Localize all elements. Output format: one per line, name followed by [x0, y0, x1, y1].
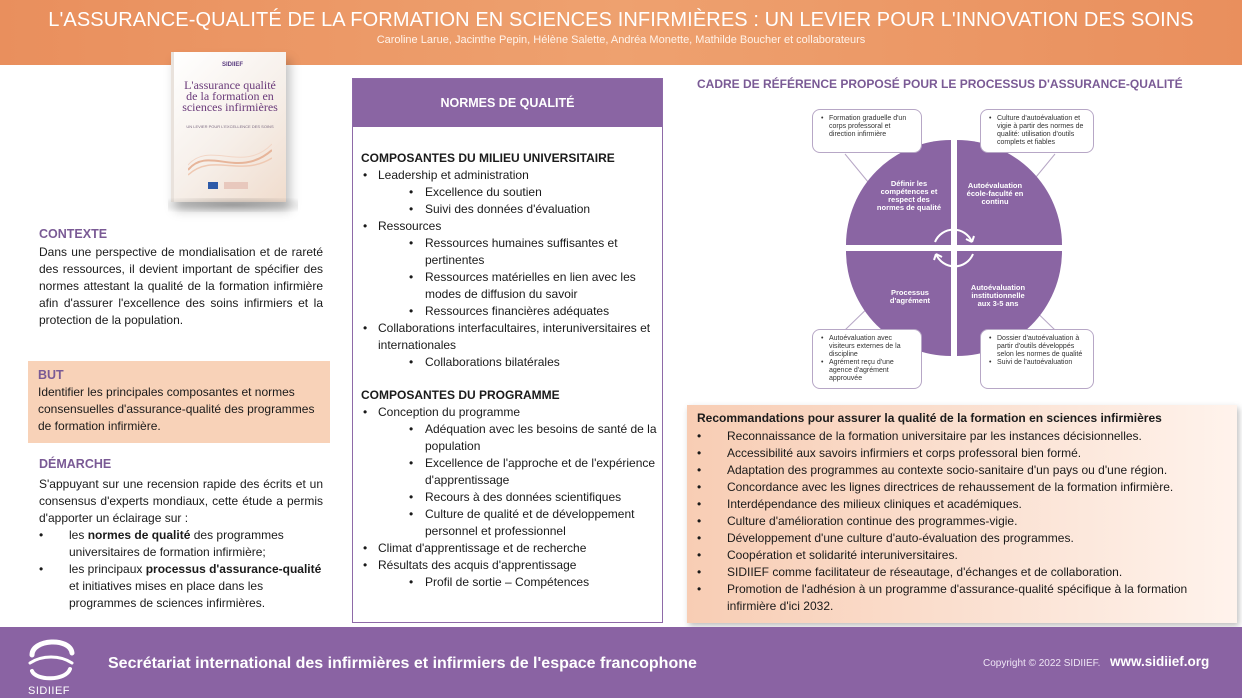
but-text: Identifier les principales composantes et normes consensuelles d'assurance-qualité des programmes de formation infirmière. [38, 385, 315, 433]
list-item [697, 530, 1227, 547]
sub-list-item [361, 455, 661, 489]
list-item-text: Recours à des données scientifiques [425, 490, 622, 504]
note-top-left [812, 109, 922, 153]
book-shadow [168, 198, 298, 212]
book-cover-image [171, 52, 286, 202]
list-item [361, 557, 661, 574]
logo-text: SIDIIEF [28, 685, 71, 697]
note-bottom-left [812, 329, 922, 389]
sub-list-item [361, 235, 661, 269]
recommandations-title: Recommandations pour assurer la qualité de la formation en sciences infirmières [697, 411, 1162, 425]
quadrant-label-tr: Autoévaluation école-faculté en continu [966, 181, 1024, 206]
list-item [697, 445, 1227, 462]
book-logo: SIDIIEF [222, 62, 244, 68]
bullet: • [989, 335, 992, 342]
list-item [697, 581, 1227, 615]
cycle-arrows-icon [934, 230, 974, 267]
list-item-text: SIDIIEF comme facilitateur de réseautage, d'échanges et de collaboration. [727, 565, 1123, 579]
bullet: • [363, 405, 368, 419]
list-item-text: les [69, 528, 88, 542]
list-item-text: les principaux [69, 562, 146, 576]
list-item [697, 428, 1227, 445]
list-item-text: des programmes universitaires de formation infirmière; [69, 528, 284, 559]
list-item [697, 547, 1227, 564]
list-item-text: Ressources financières adéquates [425, 304, 610, 318]
footer-organization: Secrétariat international des infirmières et infirmiers de l'espace francophone [108, 655, 697, 672]
bullet: • [697, 531, 702, 545]
list-item-text: Développement d'une culture d'auto-évaluation des programmes. [727, 531, 1074, 545]
list-item [361, 320, 661, 354]
note-text: Formation graduelle d'un corps professoral et direction infirmière [829, 115, 907, 138]
list-item [697, 564, 1227, 581]
bullet: • [697, 429, 702, 443]
footer [0, 627, 1242, 698]
book-title: L'assurance qualité de la formation en sciences infirmières [182, 78, 278, 114]
note-text: Suivi de l'autoévaluation [997, 359, 1073, 366]
list-item [39, 527, 329, 561]
cadre-title: CADRE DE RÉFÉRENCE PROPOSÉ POUR LE PROCESSUS D'ASSURANCE-QUALITÉ [697, 77, 1183, 91]
book-swoosh-decoration [188, 140, 272, 180]
list-item-text: Excellence du soutien [425, 185, 542, 199]
list-item [697, 462, 1227, 479]
poster-title: L'ASSURANCE-QUALITÉ DE LA FORMATION EN SCIENCES INFIRMIÈRES : UN LEVIER POUR L'INNOVATION DES SOINS [48, 9, 1194, 31]
sub-list-item [361, 489, 661, 506]
list-item-text: Ressources [378, 219, 442, 233]
list-item-bold: processus d'assurance-qualité [145, 562, 322, 576]
bullet: • [821, 115, 824, 122]
note-text: Agrément reçu d'une agence d'agrément approuvée [829, 359, 894, 382]
list-item [989, 335, 1085, 359]
list-item-text: Interdépendance des milieux cliniques et académiques. [727, 497, 1022, 511]
bullet: • [409, 236, 414, 250]
list-item [821, 359, 913, 383]
bullet: • [363, 321, 368, 335]
bullet: • [409, 270, 414, 284]
footer-copyright: Copyright © 2022 SIDIIEF. [983, 658, 1101, 669]
quadrant-label-tl: Définir les compétences et respect des normes de qualité [876, 179, 942, 212]
bullet: • [409, 490, 414, 504]
list-item-text: Leadership et administration [378, 168, 529, 182]
list-item [821, 115, 913, 139]
list-item-text: Profil de sortie – Compétences [425, 575, 590, 589]
sub-list-item [361, 506, 661, 540]
demarche-text: S'appuyant sur une recension rapide des écrits et un consensus d'experts mondiaux, cette étude a permis d'apporter un éclairage sur : [39, 477, 323, 525]
list-item [361, 218, 661, 235]
list-item-text: Résultats des acquis d'apprentissage [378, 558, 577, 572]
bullet: • [409, 507, 414, 521]
bullet: • [363, 558, 368, 572]
sub-list-item [361, 354, 661, 371]
note-bottom-right [980, 329, 1094, 389]
note-text: Dossier d'autoévaluation à partir d'outils développés selon les normes de qualité [997, 335, 1083, 358]
list-item [821, 335, 913, 359]
footer-website-link[interactable]: www.sidiief.org [1110, 654, 1210, 669]
note-text: Autoévaluation avec visiteurs externes de la discipline [829, 335, 901, 358]
normes-panel [352, 78, 663, 623]
list-item [361, 540, 661, 557]
list-item-text: Culture de qualité et de développement personnel et professionnel [425, 507, 635, 538]
list-item-text: Ressources matérielles en lien avec les modes de diffusion du savoir [425, 270, 636, 301]
list-item-text: Accessibilité aux savoirs infirmiers et corps professoral bien formé. [727, 446, 1082, 460]
bullet: • [409, 304, 414, 318]
list-item-text: Promotion de l'adhésion à un programme d'assurance-qualité spécifique à la formation infirmière d'ici 2032. [727, 582, 1188, 613]
list-item [697, 496, 1227, 513]
bullet: • [409, 422, 414, 436]
note-text: Culture d'autoévaluation et vigie à partir des normes de qualité: utilisation d'outils complets et fiables [997, 115, 1084, 146]
demarche-title: DÉMARCHE [39, 457, 112, 471]
bullet: • [409, 185, 414, 199]
list-item-text: Suivi des données d'évaluation [425, 202, 591, 216]
contexte-title: CONTEXTE [39, 227, 108, 241]
normes-body [361, 150, 661, 591]
recommandations-list [697, 428, 1227, 615]
note-top-right [980, 109, 1094, 153]
bullet: • [409, 202, 414, 216]
bullet: • [697, 582, 702, 596]
bullet: • [697, 446, 702, 460]
sidiief-logo [22, 633, 80, 697]
bullet: • [697, 463, 702, 477]
list-item-text: Adéquation avec les besoins de santé de la population [425, 422, 657, 453]
bullet: • [697, 514, 702, 528]
list-item-text: et initiatives mises en place dans les programmes de sciences infirmières. [69, 579, 266, 610]
bullet: • [697, 548, 702, 562]
list-item-text: Excellence de l'approche et de l'expérience d'apprentissage [425, 456, 656, 487]
list-item-text: Reconnaissance de la formation universitaire par les instances décisionnelles. [727, 429, 1142, 443]
bullet: • [697, 480, 702, 494]
book-partner-logo [224, 182, 248, 189]
list-item-text: Adaptation des programmes au contexte socio-sanitaire d'un pays ou d'une région. [727, 463, 1168, 477]
list-item-text: Concordance avec les lignes directrices de rehaussement de la formation infirmière. [727, 480, 1174, 494]
bullet: • [821, 359, 824, 366]
list-item [697, 479, 1227, 496]
list-item [989, 115, 1085, 147]
bullet: • [821, 335, 824, 342]
bullet: • [39, 562, 44, 576]
sub-list-item [361, 201, 661, 218]
bullet: • [363, 168, 368, 182]
list-item [697, 513, 1227, 530]
recommandations-box [687, 405, 1237, 623]
normes-title: NORMES DE QUALITÉ [353, 79, 662, 127]
but-box [28, 361, 330, 443]
list-item-text: Culture d'amélioration continue des programmes-vigie. [727, 514, 1018, 528]
bullet: • [363, 541, 368, 555]
sub-list-item [361, 421, 661, 455]
list-item-text: Coopération et solidarité interuniversitaires. [727, 548, 958, 562]
sub-list-item [361, 574, 661, 591]
sub-list-item [361, 269, 661, 303]
list-item-text: Conception du programme [378, 405, 521, 419]
sidiief-logo-icon [22, 633, 80, 685]
quadrant-label-br: Autoévaluation institutionnelle aux 3-5 ans [970, 283, 1026, 308]
bullet: • [39, 528, 44, 542]
list-item [361, 167, 661, 184]
contexte-text: Dans une perspective de mondialisation et de rareté des ressources, il devient important de spécifier des normes attestant la qualité de la formation infirmière afin d'assurer l'excellence des soins infirmiers et la protection de la population. [39, 245, 323, 327]
list-item-text: Collaborations bilatérales [425, 355, 560, 369]
bullet: • [697, 565, 702, 579]
section-heading: COMPOSANTES DU PROGRAMME [361, 388, 560, 402]
sub-list-item [361, 303, 661, 320]
sub-list-item [361, 184, 661, 201]
list-item [989, 359, 1085, 367]
bullet: • [697, 497, 702, 511]
bullet: • [409, 355, 414, 369]
list-item-text: Collaborations interfacultaires, interuniversitaires et internationales [378, 321, 651, 352]
quadrant-label-bl: Processus d'agrément [889, 288, 931, 305]
list-item [361, 404, 661, 421]
section-heading: COMPOSANTES DU MILIEU UNIVERSITAIRE [361, 151, 615, 165]
book-flag-logo [208, 182, 218, 189]
demarche-list [39, 527, 329, 612]
list-item-bold: normes de qualité [87, 528, 191, 542]
book-subtitle: UN LEVIER POUR L'EXCELLENCE DES SOINS [186, 124, 274, 129]
list-item [39, 561, 329, 612]
but-title: BUT [38, 368, 64, 382]
bullet: • [363, 219, 368, 233]
bullet: • [409, 456, 414, 470]
bullet: • [989, 359, 992, 366]
list-item-text: Ressources humaines suffisantes et pertinentes [425, 236, 618, 267]
poster-authors: Caroline Larue, Jacinthe Pepin, Hélène Salette, Andréa Monette, Mathilde Boucher et collaborateurs [376, 34, 866, 46]
bullet: • [989, 115, 992, 122]
bullet: • [409, 575, 414, 589]
list-item-text: Climat d'apprentissage et de recherche [378, 541, 587, 555]
